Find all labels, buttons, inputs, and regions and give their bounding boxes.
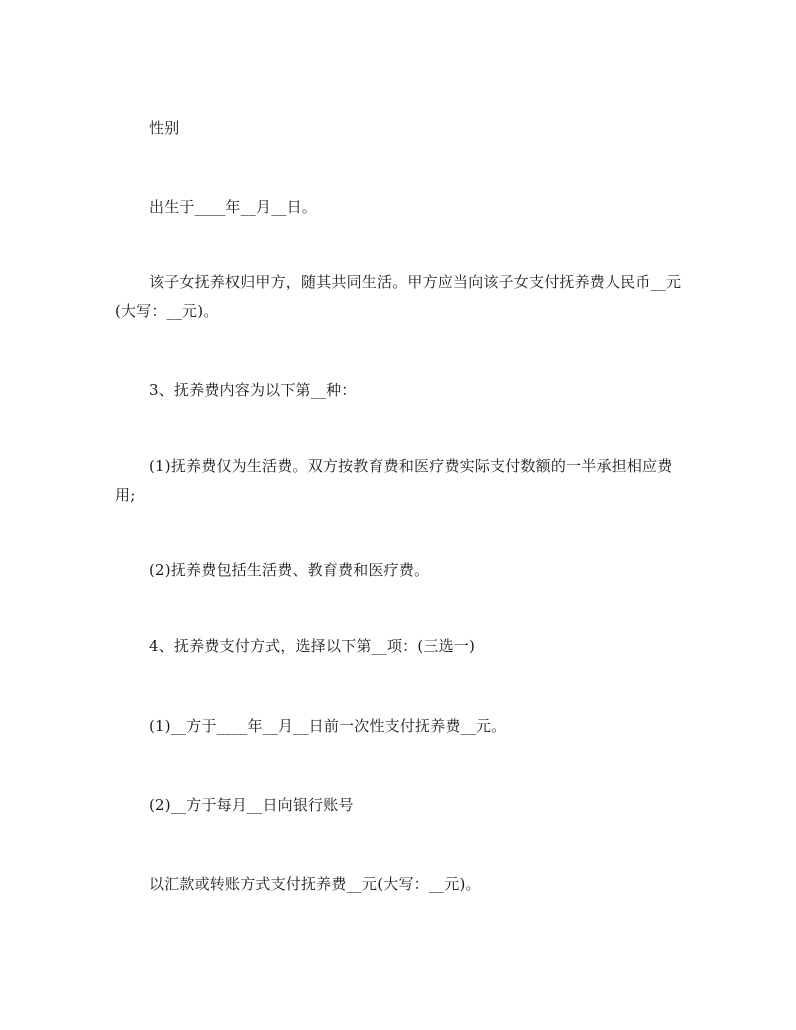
paragraph-payment-lump-sum: (1)__方于____年__月__日前一次性支付抚养费__元。 [149, 717, 507, 735]
paragraph-option-2: (2)抚养费包括生活费、教育费和医疗费。 [149, 561, 430, 579]
paragraph-birth-date: 出生于____年__月__日。 [149, 198, 318, 216]
paragraph-gender: 性别 [149, 119, 180, 137]
paragraph-transfer: 以汇款或转账方式支付抚养费__元(大写：__元)。 [149, 875, 481, 893]
paragraph-support-content: 3、抚养费内容为以下第__种： [149, 381, 357, 399]
paragraph-option-1: (1)抚养费仅为生活费。双方按教育费和医疗费实际支付数额的一半承担相应费用; [115, 457, 673, 504]
paragraph-payment-method: 4、抚养费支付方式，选择以下第__项：(三选一) [149, 637, 476, 655]
paragraph-payment-monthly: (2)__方于每月__日向银行账号 [149, 796, 354, 814]
paragraph-custody: 该子女抚养权归甲方，随其共同生活。甲方应当向该子女支付抚养费人民币__元(大写：__元)。 [115, 273, 682, 320]
